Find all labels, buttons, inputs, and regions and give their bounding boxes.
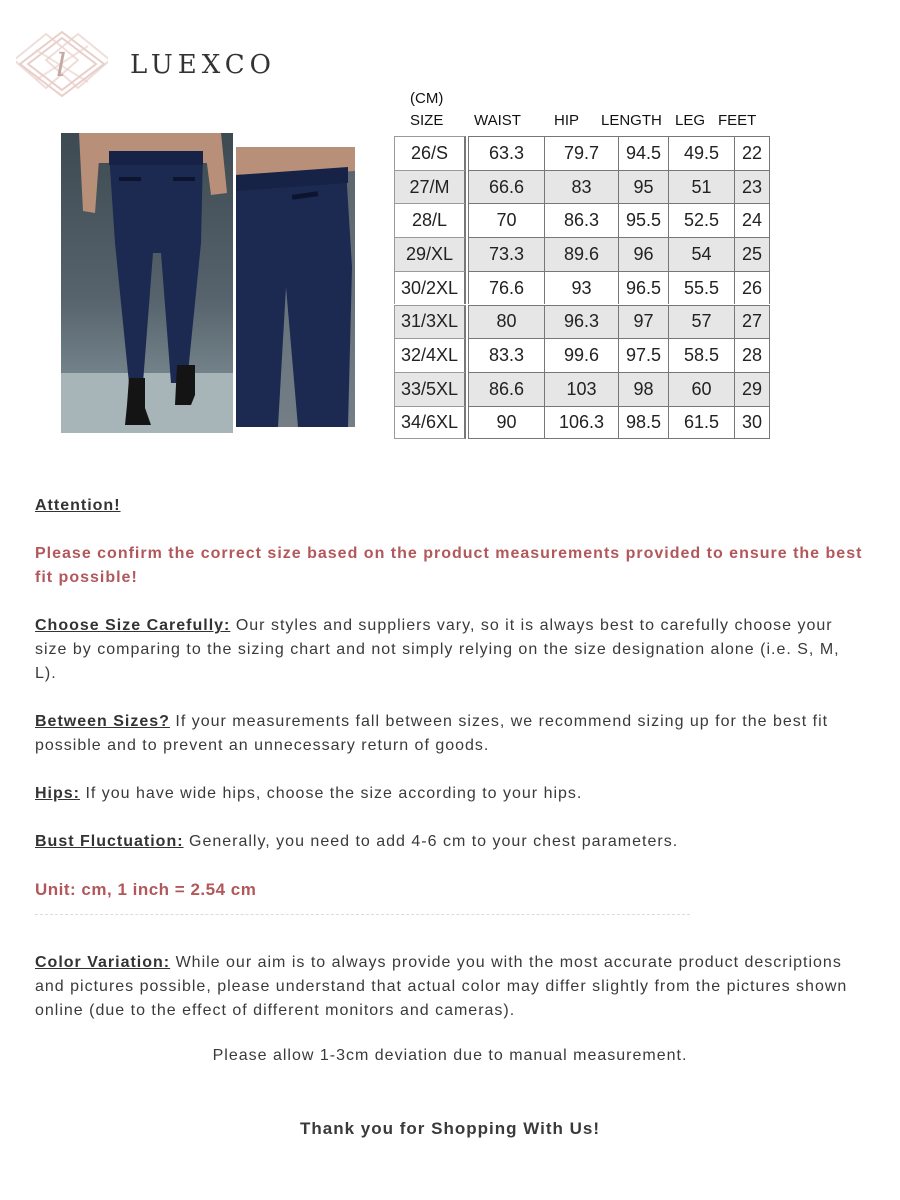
measurement-cell: 23 xyxy=(734,170,770,204)
measurement-cell: 90 xyxy=(468,406,544,440)
bust-section xyxy=(35,830,865,854)
measurement-cell: 96.3 xyxy=(544,305,618,339)
bust-label: Bust Fluctuation: xyxy=(35,833,184,850)
choose-size-section xyxy=(35,614,865,686)
measurement-cell: 58.5 xyxy=(668,338,734,372)
measurement-cell: 26 xyxy=(734,271,770,305)
chart-unit-label: (CM) xyxy=(410,90,444,107)
measurement-cell: 96.5 xyxy=(618,271,668,305)
size-label-cell: 29/XL xyxy=(394,237,466,271)
measurement-cell: 86.6 xyxy=(468,372,544,406)
measurement-cell: 73.3 xyxy=(468,237,544,271)
measurement-cell: 76.6 xyxy=(468,271,544,305)
measurement-cell: 99.6 xyxy=(544,338,618,372)
chart-column-header: LEG xyxy=(675,112,706,129)
size-label-cell: 28/L xyxy=(394,203,466,237)
size-chart-table xyxy=(394,136,770,439)
logo-letter: l xyxy=(56,46,67,84)
measurement-cell: 52.5 xyxy=(668,203,734,237)
chart-column-header: WAIST xyxy=(474,112,521,129)
chart-column-header: HIP xyxy=(554,112,580,129)
measurement-cell: 83.3 xyxy=(468,338,544,372)
size-label-cell: 34/6XL xyxy=(394,406,466,440)
measurement-cell: 79.7 xyxy=(544,136,618,170)
measurement-cell: 24 xyxy=(734,203,770,237)
measurement-cell: 97 xyxy=(618,305,668,339)
pants-side-photo xyxy=(236,147,355,427)
brand-name: LUEXCO xyxy=(130,50,276,80)
bust-text: Generally, you need to add 4-6 cm to your chest parameters. xyxy=(183,833,679,850)
measurement-cell: 54 xyxy=(668,237,734,271)
choose-size-label: Choose Size Carefully: xyxy=(35,617,231,634)
deviation-note: Please allow 1-3cm deviation due to manual measurement. xyxy=(212,1047,688,1064)
hips-text: If you have wide hips, choose the size according to your hips. xyxy=(80,785,583,802)
measurement-cell: 70 xyxy=(468,203,544,237)
attention-heading: Attention! xyxy=(35,497,121,514)
color-variation-text: While our aim is to always provide you with the most accurate product descriptions and pictures possible, please understand that actual color may differ slightly from the pictures shown online (due to the effect of different monitors and cameras). xyxy=(35,954,848,1019)
measurement-cell: 29 xyxy=(734,372,770,406)
measurement-cell: 30 xyxy=(734,406,770,440)
between-sizes-label: Between Sizes? xyxy=(35,713,170,730)
between-sizes-section xyxy=(35,710,865,758)
chart-column-header: FEET xyxy=(718,112,757,129)
section-divider xyxy=(35,914,690,915)
measurement-cell: 95 xyxy=(618,170,668,204)
hips-section xyxy=(35,782,865,806)
color-variation-label: Color Variation: xyxy=(35,954,171,971)
chart-column-header: SIZE xyxy=(410,112,444,129)
size-label-cell: 33/5XL xyxy=(394,372,466,406)
choose-size-text: Our styles and suppliers vary, so it is always best to carefully choose your size by comparing to the sizing chart and not simply relying on the size designation alone (i.e. S, M, L). xyxy=(35,617,840,682)
measurement-cell: 57 xyxy=(668,305,734,339)
measurement-cell: 25 xyxy=(734,237,770,271)
brand-logo xyxy=(16,30,276,100)
measurement-cell: 93 xyxy=(544,271,618,305)
size-label-cell: 26/S xyxy=(394,136,466,170)
measurement-cell: 61.5 xyxy=(668,406,734,440)
measurement-cell: 80 xyxy=(468,305,544,339)
unit-conversion-note: Unit: cm, 1 inch = 2.54 cm xyxy=(35,880,257,899)
hips-label: Hips: xyxy=(35,785,80,802)
measurement-cell: 86.3 xyxy=(544,203,618,237)
measurement-cell: 98 xyxy=(618,372,668,406)
measurement-cell: 97.5 xyxy=(618,338,668,372)
color-variation-section xyxy=(35,951,865,1023)
size-label-cell: 32/4XL xyxy=(394,338,466,372)
thank-you-message: Thank you for Shopping With Us! xyxy=(300,1119,600,1138)
measurement-cell: 49.5 xyxy=(668,136,734,170)
measurement-cell: 66.6 xyxy=(468,170,544,204)
logo-diamond-icon xyxy=(16,30,108,98)
chart-column-header: LENGTH xyxy=(601,112,662,129)
measurement-cell: 95.5 xyxy=(618,203,668,237)
size-label-cell: 30/2XL xyxy=(394,271,466,305)
measurement-cell: 28 xyxy=(734,338,770,372)
pants-front-photo xyxy=(61,133,233,433)
measurement-cell: 27 xyxy=(734,305,770,339)
measurement-cell: 94.5 xyxy=(618,136,668,170)
measurement-cell: 22 xyxy=(734,136,770,170)
measurement-cell: 89.6 xyxy=(544,237,618,271)
measurement-cell: 55.5 xyxy=(668,271,734,305)
measurement-cell: 106.3 xyxy=(544,406,618,440)
measurement-cell: 51 xyxy=(668,170,734,204)
measurement-cell: 63.3 xyxy=(468,136,544,170)
measurement-cell: 60 xyxy=(668,372,734,406)
measurement-cell: 98.5 xyxy=(618,406,668,440)
confirm-size-note: Please confirm the correct size based on the product measurements provided to ensure the best fit possible! xyxy=(35,545,863,586)
measurement-cell: 83 xyxy=(544,170,618,204)
between-sizes-text: If your measurements fall between sizes, we recommend sizing up for the best fit possible and to prevent an unnecessary return of goods. xyxy=(35,713,829,754)
size-label-cell: 31/3XL xyxy=(394,305,466,339)
measurement-cell: 96 xyxy=(618,237,668,271)
size-label-cell: 27/M xyxy=(394,170,466,204)
measurement-cell: 103 xyxy=(544,372,618,406)
